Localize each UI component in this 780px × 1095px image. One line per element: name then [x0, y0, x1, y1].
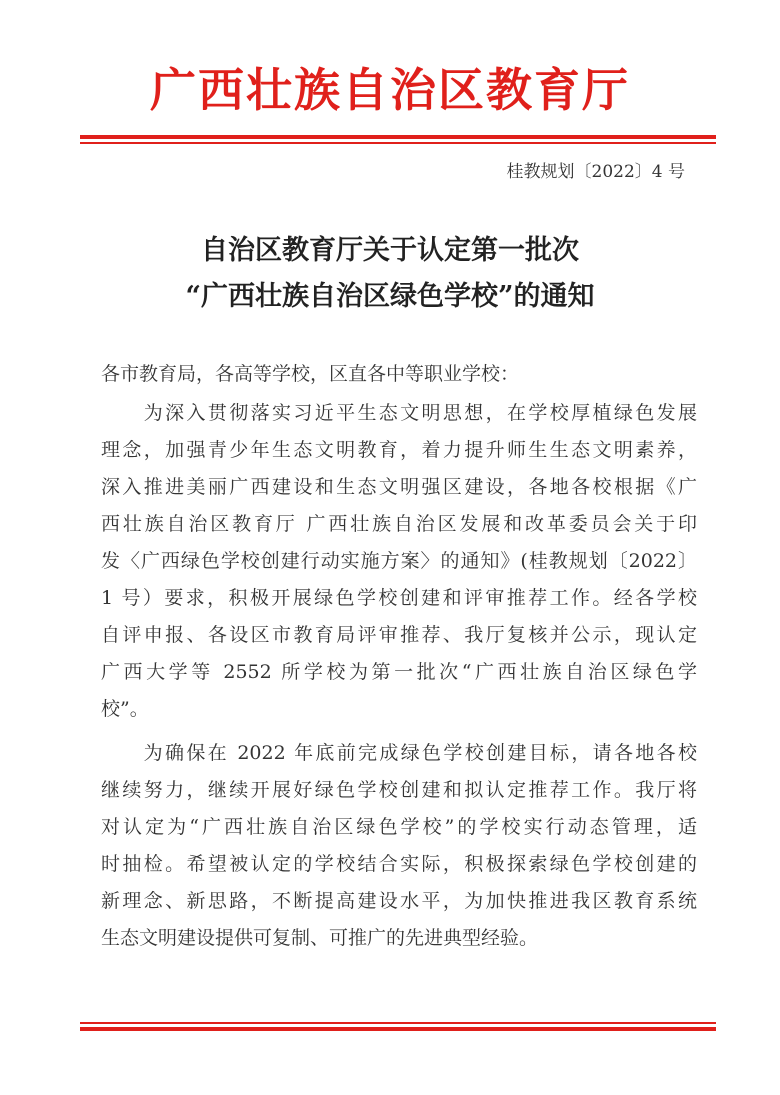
paragraph-line: 发〈广西绿色学校创建行动实施方案〉的通知》(桂教规划〔2022〕 [101, 550, 697, 572]
paragraph-line: 西壮族自治区教育厅 广西壮族自治区发展和改革委员会关于印 [101, 513, 697, 535]
paragraph-line: 广西大学等 2552 所学校为第一批次“广西壮族自治区绿色学 [101, 661, 697, 683]
header-divider-thick [80, 135, 716, 139]
document-number: 桂教规划〔2022〕4 号 [506, 162, 685, 182]
paragraph-line: 深入推进美丽广西建设和生态文明强区建设，各地各校根据《广 [101, 476, 697, 498]
title-line: “广西壮族自治区绿色学校”的通知 [185, 281, 595, 312]
paragraph-line: 为深入贯彻落实习近平生态文明思想，在学校厚植绿色发展 [101, 402, 697, 424]
paragraph-line: 理念，加强青少年生态文明教育，着力提升师生生态文明素养， [101, 439, 697, 461]
paragraph-line: 新理念、新思路，不断提高建设水平，为加快推进我区教育系统 [101, 890, 697, 912]
paragraph-line: 为确保在 2022 年底前完成绿色学校创建目标，请各地各校 [101, 742, 697, 764]
issuing-authority-title: 广西壮族自治区教育厅 [150, 63, 630, 117]
paragraph-line: 自评申报、各设区市教育局评审推荐、我厅复核并公示，现认定 [101, 624, 697, 646]
footer-divider-thin [80, 1022, 716, 1024]
document-title [0, 228, 780, 320]
body-paragraph-1 [101, 395, 697, 728]
title-line: 自治区教育厅关于认定第一批次 [201, 235, 579, 266]
paragraph-line: 1 号）要求，积极开展绿色学校创建和评审推荐工作。经各学校 [101, 587, 697, 609]
body-paragraph-2 [101, 735, 697, 957]
addressee: 各市教育局，各高等学校，区直各中等职业学校： [101, 363, 520, 385]
header-divider-thin [80, 142, 716, 144]
paragraph-line: 校”。 [101, 698, 149, 720]
paragraph-line: 继续努力，继续开展好绿色学校创建和拟认定推荐工作。我厅将 [101, 779, 697, 801]
paragraph-line: 对认定为“广西壮族自治区绿色学校”的学校实行动态管理，适 [101, 816, 697, 838]
paragraph-line: 时抽检。希望被认定的学校结合实际，积极探索绿色学校创建的 [101, 853, 697, 875]
footer-divider-thick [80, 1027, 716, 1031]
paragraph-line: 生态文明建设提供可复制、可推广的先进典型经验。 [101, 927, 539, 949]
